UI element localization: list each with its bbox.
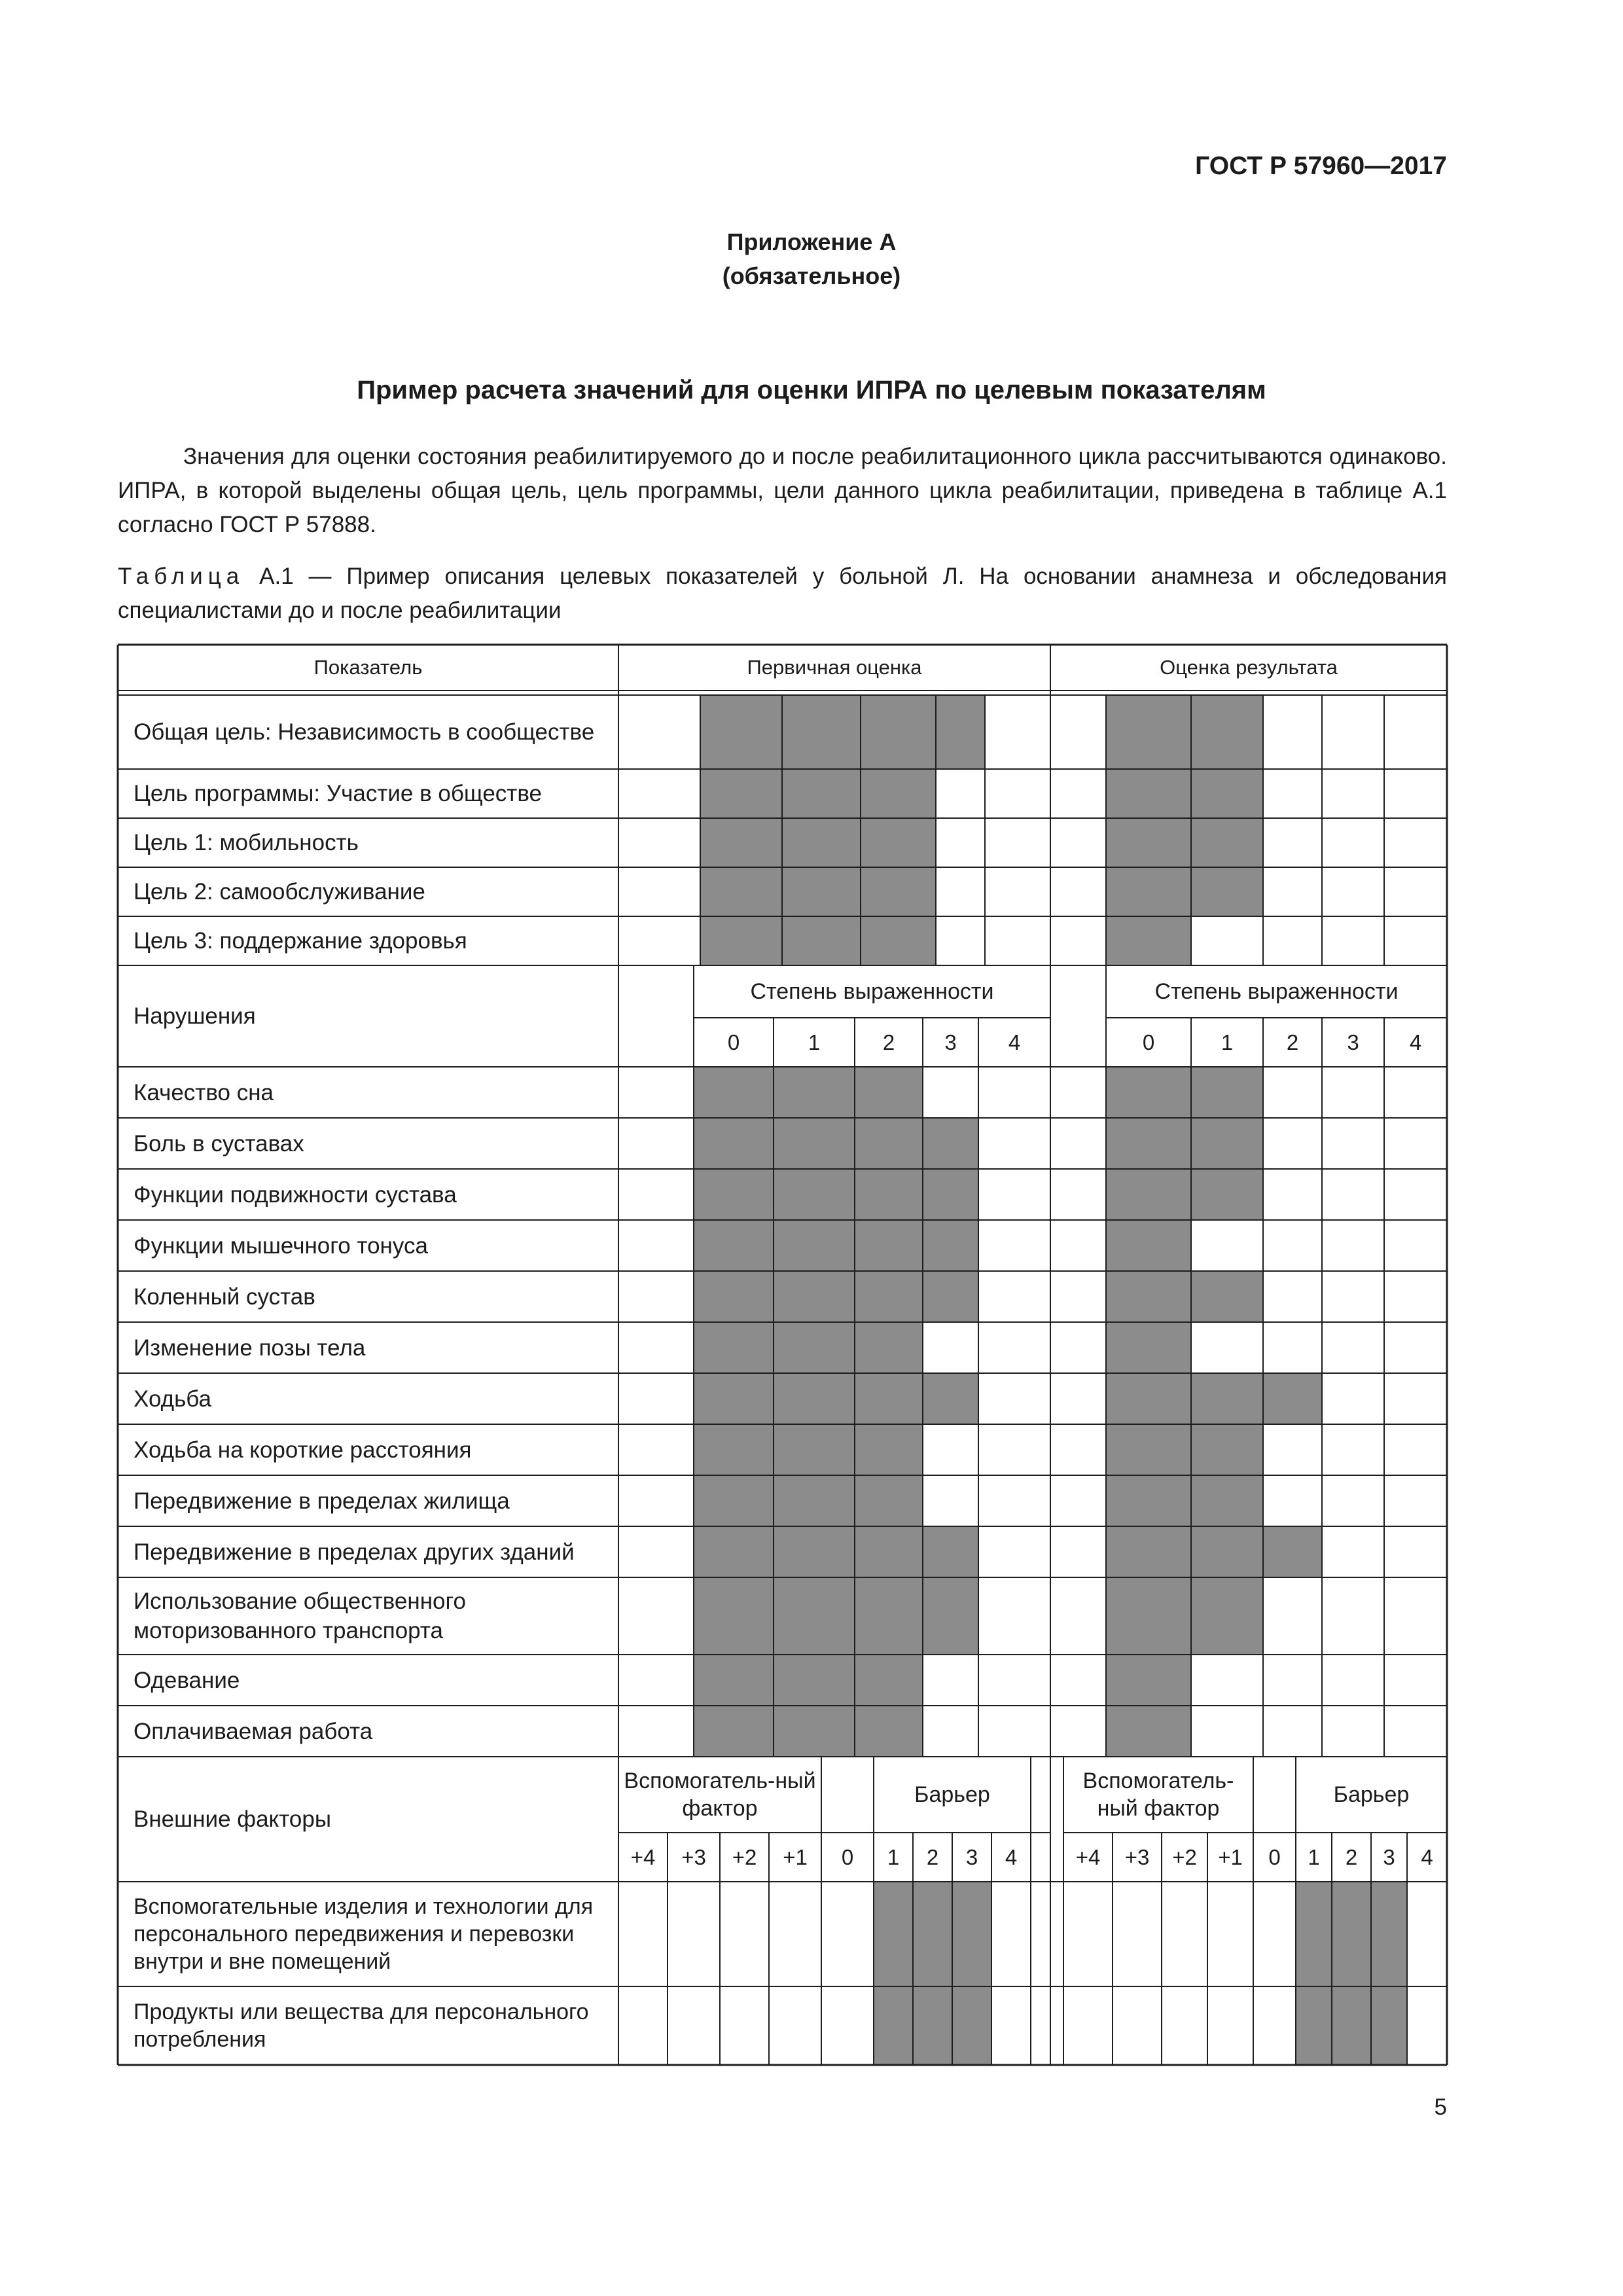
impairment-result-fill: [1106, 1271, 1191, 1322]
impairment-result-fill: [1191, 1373, 1263, 1424]
degree-result-4: [1384, 1018, 1447, 1067]
impairment-primary-fill: [855, 1706, 923, 1757]
barrier-result-0: [1296, 1833, 1332, 1882]
barrier-result-3: [1407, 1833, 1447, 1882]
degree-label-primary: [694, 965, 1050, 1018]
goal-primary-fill: [861, 769, 936, 818]
impairment-result-fill: [1106, 1655, 1191, 1706]
impairment-row-label: [118, 1706, 618, 1757]
goal-primary-fill: [700, 769, 782, 818]
impairment-result-fill: [1191, 1475, 1263, 1526]
impairment-row-label: [118, 1271, 618, 1322]
goal-primary-fill: [700, 818, 782, 867]
impairment-result-fill: [1106, 1118, 1191, 1169]
external-result-fill: [1371, 1882, 1407, 1986]
impairment-row-label: [118, 1655, 618, 1706]
degree-result-3-text: 3: [1347, 1030, 1359, 1054]
goal-row-label-text: Цель 2: самообслуживание: [134, 879, 425, 905]
external-result-fill: [1296, 1986, 1332, 2065]
zero-result-text: 0: [1268, 1844, 1281, 1869]
barrier-result-2: [1371, 1833, 1407, 1882]
impairment-row-label: [118, 1526, 618, 1577]
goal-primary-fill: [782, 916, 861, 965]
impairment-primary-fill: [774, 1655, 855, 1706]
goal-primary-fill: [700, 916, 782, 965]
goal-primary-fill: [861, 818, 936, 867]
impairment-row-label: [118, 1424, 618, 1475]
impairment-primary-fill: [855, 1373, 923, 1424]
impairment-primary-fill: [855, 1526, 923, 1577]
table-caption: [118, 560, 1447, 628]
degree-primary-1: [774, 1018, 855, 1067]
degree-primary-0: [694, 1018, 774, 1067]
impairment-primary-fill: [694, 1322, 774, 1373]
impairment-primary-fill: [855, 1424, 923, 1475]
impairment-primary-fill: [774, 1067, 855, 1118]
impairment-primary-fill: [694, 1169, 774, 1220]
impairment-primary-fill: [855, 1271, 923, 1322]
impairment-primary-fill: [774, 1577, 855, 1655]
goal-primary-fill: [936, 695, 985, 769]
impairment-result-fill: [1191, 1577, 1263, 1655]
goal-result-fill: [1106, 867, 1191, 916]
degree-primary-2: [855, 1018, 923, 1067]
facilitator-primary-2-text: +2: [732, 1844, 757, 1869]
impairment-result-fill: [1106, 1220, 1191, 1271]
goal-primary-fill: [782, 867, 861, 916]
barrier-label-primary-text: Барьер: [914, 1782, 990, 1807]
impairment-result-fill: [1106, 1067, 1191, 1118]
facilitator-primary-1-text: +3: [681, 1844, 706, 1869]
page-number: 5: [1434, 2094, 1447, 2120]
goal-primary-fill: [782, 818, 861, 867]
degree-primary-3-text: 3: [944, 1030, 957, 1054]
barrier-primary-2: [952, 1833, 991, 1882]
impairment-primary-fill: [923, 1271, 978, 1322]
goal-row-label: [118, 695, 618, 769]
external-result-fill: [1332, 1986, 1371, 2065]
header-primary: [618, 645, 1050, 691]
barrier-primary-3-text: 4: [1005, 1844, 1018, 1869]
goal-result-fill: [1106, 916, 1191, 965]
goal-row-label: [118, 916, 618, 965]
impairment-primary-fill: [855, 1067, 923, 1118]
impairment-primary-fill: [774, 1118, 855, 1169]
impairment-row-label-text: Ходьба: [134, 1386, 212, 1412]
goal-result-fill: [1106, 818, 1191, 867]
header-result-text: Оценка результата: [1160, 656, 1338, 679]
header-primary-text: Первичная оценка: [747, 656, 922, 679]
impairment-primary-fill: [774, 1706, 855, 1757]
goal-row-label-text: Общая цель: Независимость в сообществе: [134, 719, 595, 745]
facilitator-primary-3: [769, 1833, 821, 1882]
impairment-result-fill: [1263, 1526, 1322, 1577]
facilitator-primary-3-text: +1: [783, 1844, 808, 1869]
impairment-row-label-text: Изменение позы тела: [134, 1335, 366, 1361]
impairment-result-fill: [1106, 1373, 1191, 1424]
barrier-primary-2-text: 3: [965, 1844, 978, 1869]
zero-primary: [821, 1833, 874, 1882]
impairment-result-fill: [1106, 1526, 1191, 1577]
barrier-primary-1: [913, 1833, 952, 1882]
impairment-primary-fill: [774, 1169, 855, 1220]
barrier-label-primary: [874, 1757, 1031, 1833]
appendix-title: [0, 225, 1623, 293]
external-label-text: Внешние факторы: [134, 1806, 331, 1832]
impairment-result-fill: [1191, 1271, 1263, 1322]
external-primary-fill: [913, 1882, 952, 1986]
table-caption-text: А.1 — Пример описания целевых показателей у больной Л. На основании анамнеза и обследования специалистами до и после реабилитации: [118, 564, 1447, 623]
impairment-row-label: [118, 1577, 618, 1655]
impairment-row-label-text: Передвижение в пределах других зданий: [134, 1539, 575, 1565]
facilitator-result-3-text: +1: [1218, 1844, 1243, 1869]
goal-primary-fill: [861, 916, 936, 965]
impairment-result-fill: [1106, 1322, 1191, 1373]
facilitator-primary-2: [720, 1833, 769, 1882]
degree-primary-2-text: 2: [882, 1030, 895, 1054]
goal-result-fill: [1191, 867, 1263, 916]
impairment-primary-fill: [694, 1373, 774, 1424]
impairment-primary-fill: [855, 1118, 923, 1169]
barrier-result-1-text: 2: [1345, 1844, 1358, 1869]
barrier-label-result-text: Барьер: [1333, 1782, 1410, 1807]
impairment-primary-fill: [923, 1118, 978, 1169]
facilitator-result-3: [1207, 1833, 1253, 1882]
impairment-primary-fill: [855, 1475, 923, 1526]
goal-primary-fill: [700, 867, 782, 916]
impairment-row-label-text: Оплачиваемая работа: [134, 1718, 373, 1744]
impairment-row-label: [118, 1322, 618, 1373]
barrier-primary-0-text: 1: [887, 1844, 900, 1869]
facilitator-label-primary: [618, 1757, 821, 1833]
facilitator-result-1: [1113, 1833, 1162, 1882]
impairment-primary-fill: [694, 1067, 774, 1118]
impairment-primary-fill: [855, 1220, 923, 1271]
degree-result-1: [1191, 1018, 1263, 1067]
appendix-note: (обязательное): [722, 262, 901, 289]
external-primary-fill: [913, 1986, 952, 2065]
external-label: [118, 1757, 618, 1882]
impairment-row-label: [118, 1475, 618, 1526]
facilitator-primary-0-text: +4: [630, 1844, 656, 1869]
degree-label-primary-text: Степень выраженности: [750, 978, 994, 1004]
impairment-row-label: [118, 1373, 618, 1424]
external-row-label-text: Вспомогательные изделия и технологии для персонального передвижения и перевозки внутри и вне помещений: [134, 1894, 594, 1974]
impairments-label: [118, 965, 618, 1067]
goal-row-label-text: Цель 1: мобильность: [134, 830, 359, 855]
impairment-primary-fill: [923, 1577, 978, 1655]
external-row-label: [118, 1986, 618, 2065]
impairment-primary-fill: [694, 1577, 774, 1655]
document-header: ГОСТ Р 57960—2017: [1195, 152, 1447, 180]
appendix-label: Приложение А: [726, 228, 897, 255]
degree-label-result-text: Степень выраженности: [1154, 978, 1399, 1004]
barrier-primary-3: [991, 1833, 1031, 1882]
impairment-result-fill: [1106, 1706, 1191, 1757]
goal-row-label-text: Цель 3: поддержание здоровья: [134, 928, 467, 954]
impairment-result-fill: [1263, 1373, 1322, 1424]
impairment-result-fill: [1106, 1577, 1191, 1655]
zero-result: [1253, 1833, 1296, 1882]
intro-paragraph: Значения для оценки состояния реабилитируемого до и после реабилитационного цикла рассчитываются одинаково. ИПРА, в которой выделены общая цель, цель программы, цели данного цикла реабилитации, приведена в таблице А.1 согласно ГОСТ Р 57888.: [118, 444, 1447, 537]
impairment-primary-fill: [694, 1118, 774, 1169]
goal-row-label: [118, 818, 618, 867]
degree-result-0: [1106, 1018, 1191, 1067]
barrier-result-2-text: 3: [1383, 1844, 1395, 1869]
goal-primary-fill: [700, 695, 782, 769]
degree-primary-4-text: 4: [1008, 1030, 1021, 1054]
impairment-primary-fill: [694, 1220, 774, 1271]
goal-row-label: [118, 867, 618, 916]
impairment-row-label-text: Боль в суставах: [134, 1130, 304, 1157]
impairment-primary-fill: [923, 1373, 978, 1424]
degree-primary-4: [978, 1018, 1050, 1067]
barrier-result-0-text: 1: [1308, 1844, 1320, 1869]
barrier-primary-1-text: 2: [926, 1844, 939, 1869]
impairment-row-label-text: Использование общественного моторизованного транспорта: [134, 1588, 466, 1643]
goal-row-label: [118, 769, 618, 818]
impairment-primary-fill: [774, 1322, 855, 1373]
impairment-row-label-text: Функции подвижности сустава: [134, 1181, 457, 1208]
barrier-result-1: [1332, 1833, 1371, 1882]
impairment-result-fill: [1191, 1169, 1263, 1220]
section-title: Пример расчета значений для оценки ИПРА по целевым показателям: [357, 376, 1266, 404]
impairment-result-fill: [1191, 1118, 1263, 1169]
header-indicator: [118, 645, 618, 691]
impairment-primary-fill: [774, 1220, 855, 1271]
impairment-primary-fill: [774, 1475, 855, 1526]
impairment-primary-fill: [774, 1373, 855, 1424]
goal-result-fill: [1106, 695, 1191, 769]
impairment-result-fill: [1106, 1424, 1191, 1475]
external-result-fill: [1332, 1882, 1371, 1986]
impairment-primary-fill: [694, 1424, 774, 1475]
degree-label-result: [1106, 965, 1447, 1018]
external-row-label-text: Продукты или вещества для персонального потребления: [134, 2000, 589, 2052]
degree-result-0-text: 0: [1142, 1030, 1155, 1054]
facilitator-result-0-text: +4: [1075, 1844, 1101, 1869]
barrier-label-result: [1296, 1757, 1447, 1833]
facilitator-label-primary-text: Вспомогатель-ный фактор: [624, 1768, 816, 1821]
goal-primary-fill: [782, 695, 861, 769]
external-row-label: [118, 1882, 618, 1986]
impairment-result-fill: [1191, 1424, 1263, 1475]
degree-primary-0-text: 0: [727, 1030, 740, 1054]
external-primary-fill: [952, 1986, 991, 2065]
impairment-primary-fill: [774, 1424, 855, 1475]
goal-result-fill: [1191, 769, 1263, 818]
impairment-row-label: [118, 1220, 618, 1271]
impairment-row-label-text: Одевание: [134, 1667, 240, 1693]
external-result-fill: [1296, 1882, 1332, 1986]
facilitator-label-result-text: Вспомогатель-ный фактор: [1082, 1768, 1234, 1821]
impairment-primary-fill: [694, 1271, 774, 1322]
external-primary-fill: [952, 1882, 991, 1986]
impairment-row-label: [118, 1118, 618, 1169]
external-primary-fill: [874, 1986, 913, 2065]
goal-result-fill: [1106, 769, 1191, 818]
impairment-primary-fill: [855, 1169, 923, 1220]
impairment-primary-fill: [694, 1655, 774, 1706]
facilitator-result-2: [1162, 1833, 1207, 1882]
goal-primary-fill: [782, 769, 861, 818]
impairment-primary-fill: [855, 1322, 923, 1373]
impairment-primary-fill: [855, 1655, 923, 1706]
barrier-primary-0: [874, 1833, 913, 1882]
degree-result-3: [1322, 1018, 1384, 1067]
header-indicator-text: Показатель: [313, 656, 423, 679]
impairment-primary-fill: [923, 1220, 978, 1271]
impairment-primary-fill: [923, 1169, 978, 1220]
degree-result-4-text: 4: [1409, 1030, 1422, 1054]
impairment-primary-fill: [774, 1271, 855, 1322]
facilitator-primary-1: [668, 1833, 720, 1882]
impairment-result-fill: [1191, 1067, 1263, 1118]
impairment-primary-fill: [694, 1475, 774, 1526]
impairment-primary-fill: [694, 1706, 774, 1757]
impairment-primary-fill: [774, 1526, 855, 1577]
degree-result-1-text: 1: [1221, 1030, 1234, 1054]
goal-result-fill: [1191, 695, 1263, 769]
facilitator-primary-0: [618, 1833, 668, 1882]
facilitator-label-result: [1063, 1757, 1253, 1833]
goal-primary-fill: [861, 867, 936, 916]
barrier-result-3-text: 4: [1421, 1844, 1433, 1869]
goal-primary-fill: [861, 695, 936, 769]
impairment-result-fill: [1106, 1169, 1191, 1220]
facilitator-result-1-text: +3: [1124, 1844, 1150, 1869]
impairment-primary-fill: [855, 1577, 923, 1655]
degree-primary-3: [923, 1018, 978, 1067]
facilitator-result-0: [1063, 1833, 1113, 1882]
impairment-row-label-text: Передвижение в пределах жилища: [134, 1488, 510, 1514]
impairment-primary-fill: [694, 1526, 774, 1577]
goal-row-label-text: Цель программы: Участие в обществе: [134, 781, 542, 806]
header-result: [1050, 645, 1447, 691]
impairment-row-label-text: Ходьба на короткие расстояния: [134, 1437, 472, 1463]
external-primary-fill: [874, 1882, 913, 1986]
impairment-row-label: [118, 1169, 618, 1220]
facilitator-result-2-text: +2: [1172, 1844, 1197, 1869]
impairment-result-fill: [1106, 1475, 1191, 1526]
impairment-primary-fill: [923, 1526, 978, 1577]
external-result-fill: [1371, 1986, 1407, 2065]
table-caption-label: Таблица: [118, 564, 245, 589]
degree-result-2-text: 2: [1286, 1030, 1299, 1054]
impairment-result-fill: [1191, 1526, 1263, 1577]
degree-result-2: [1263, 1018, 1322, 1067]
impairment-row-label-text: Качество сна: [134, 1079, 274, 1105]
impairment-row-label-text: Коленный сустав: [134, 1283, 315, 1310]
zero-primary-text: 0: [841, 1844, 854, 1869]
goal-result-fill: [1191, 818, 1263, 867]
impairments-label-text: Нарушения: [134, 1003, 256, 1029]
degree-primary-1-text: 1: [808, 1030, 821, 1054]
impairment-row-label: [118, 1067, 618, 1118]
impairment-row-label-text: Функции мышечного тонуса: [134, 1232, 428, 1259]
